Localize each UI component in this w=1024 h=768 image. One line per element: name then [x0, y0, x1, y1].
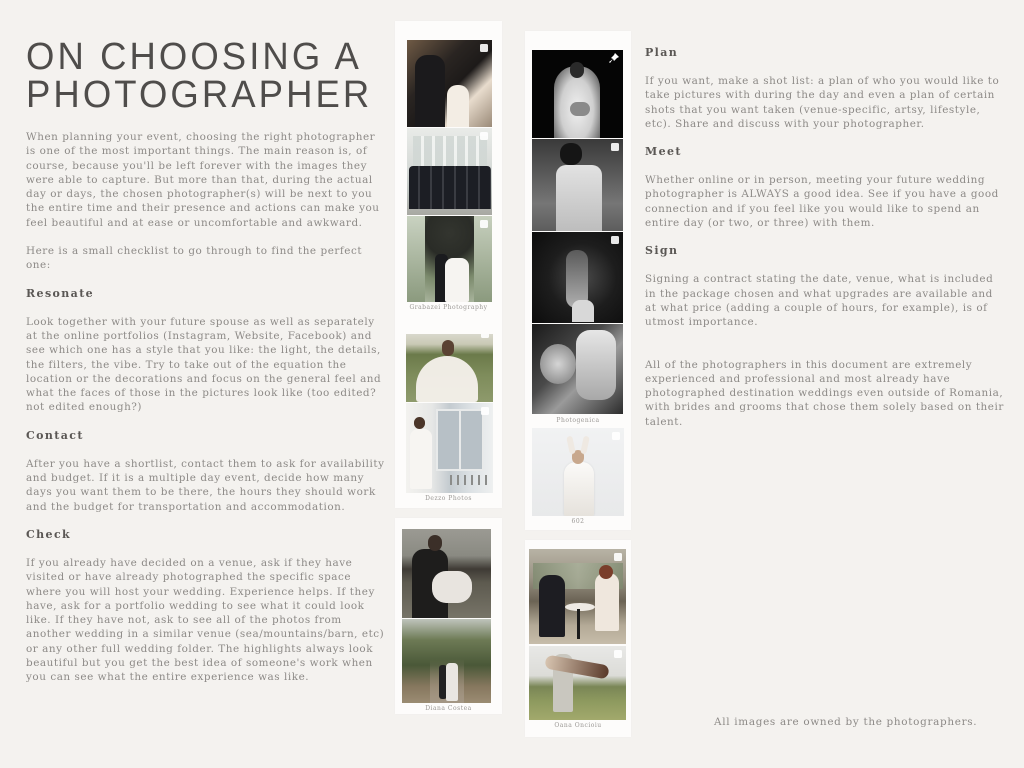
- photo-groomsmen-group[interactable]: [407, 128, 492, 215]
- photo-bride-bw-street[interactable]: [532, 139, 623, 231]
- multi-image-icon: [612, 432, 620, 440]
- multi-image-icon: [481, 334, 489, 338]
- section-heading-meet: Meet: [645, 145, 682, 159]
- photographer-caption-oana-oncioiu: Oana Oncioiu: [554, 722, 602, 729]
- photographer-caption-grabazei: Grabazei Photography: [409, 304, 488, 311]
- left-text-column: [26, 130, 386, 699]
- section-text-plan: If you want, make a shot list: a plan of who you would like to take pictures with during the day and even a plan of certain shots that you want taken (venue-specific, artsy, lifestyle, etc). Share and discuss with your photographer.: [645, 75, 1000, 130]
- multi-image-icon: [614, 650, 622, 658]
- multi-image-icon: [480, 132, 488, 140]
- photo-couple-mountain[interactable]: [402, 529, 491, 618]
- section-heading-plan: Plan: [645, 46, 679, 59]
- multi-image-icon: [480, 44, 488, 52]
- multi-image-icon: [480, 220, 488, 228]
- photographer-caption-602: 602: [571, 518, 585, 525]
- multi-image-icon: [611, 236, 619, 244]
- multi-image-icon: [481, 407, 489, 415]
- photo-couple-forest-path[interactable]: [402, 619, 491, 703]
- photo-card-diana-costea: [395, 518, 502, 714]
- section-heading-sign: Sign: [645, 244, 679, 258]
- section-text-check: If you already have decided on a venue, ask if they have visited or have already photographed the specific space where you will host your wedding. Experience helps. If they have, ask for a portfolio wedding to see what it could look like. If they have not, ask to see all of the photos from another wedding in a similar venue (sea/mountains/barn, etc) or any other full wedding folder. The highlights always look beautiful but you get the best idea of someone's work when you can see what the entire experience was like.: [26, 556, 385, 684]
- multi-image-icon: [611, 143, 619, 151]
- right-text-column: [645, 46, 1005, 443]
- closing-paragraph: All of the photographers in this document are extremely experienced and professional and most already have photographed destination weddings even outside of Romania, with brides and grooms that chose them solely based on their talent.: [645, 358, 1004, 428]
- section-heading-contact: Contact: [26, 428, 84, 442]
- section-text-sign: Signing a contract stating the date, venue, what is included in the package chosen and what upgrades are available and at what price (adding a couple of hours, for example), is of utmost importance.: [645, 273, 994, 329]
- pin-icon: [609, 53, 619, 63]
- photo-groom-lift-bride[interactable]: [529, 646, 626, 720]
- multi-image-icon: [614, 553, 622, 561]
- photo-bride-bw-bouquet[interactable]: [532, 50, 623, 138]
- intro-paragraph: When planning your event, choosing the right photographer is one of the most important things. The main reason is, of course, because you'll be left forever with the images they were able to capture. But more than that, during the actual day or days, the chosen photographer(s) will be next to you the entire time and their presence and actions can make you feel beautiful and at ease or uncomfortable and awkward.: [26, 131, 380, 229]
- section-heading-check: Check: [26, 527, 72, 541]
- photographer-caption-diana-costea: Diana Costea: [425, 705, 472, 712]
- section-heading-resonate: Resonate: [26, 286, 95, 300]
- checklist-intro: Here is a small checklist to go through to find the perfect one:: [26, 245, 363, 272]
- image-credit-note: All images are owned by the photographers.: [714, 716, 978, 728]
- section-text-resonate: Look together with your future spouse as well as separately at the online portfolios (Instagram, Website, Facebook) and see which one has a style that you like: the light, the details, the filters, the vibe. Try to take out of the equation the location or the decorations and focus on the general feel and what the faces of those in the pictures look like (too edited? not edited enough?): [26, 315, 382, 414]
- photo-card-oana-oncioiu: [525, 540, 631, 737]
- section-text-meet: Whether online or in person, meeting your future wedding photographer is ALWAYS a good idea. See if you have a good connection and if you feel like you would like to spend an entire day (or two, or three) with them.: [645, 174, 999, 230]
- photo-bride-bw-dance[interactable]: [532, 232, 623, 323]
- photo-couple-cafe[interactable]: [529, 549, 626, 644]
- photo-bride-window[interactable]: [406, 403, 493, 493]
- section-text-contact: After you have a shortlist, contact them to ask for availability and budget. If it is a multiple day event, decide how many days you want them to be there, the hours they should work and the budget for transportation and accommodation.: [26, 457, 385, 513]
- photo-ceremony-exit[interactable]: [407, 216, 492, 302]
- photo-couple-bw-closeup[interactable]: [532, 324, 623, 414]
- photo-card-photogenica-602: [525, 31, 631, 530]
- page-title: ON CHOOSING A PHOTOGRAPHER: [26, 36, 373, 116]
- photo-bride-arms-raised[interactable]: [532, 428, 624, 516]
- photo-card-grabazei-dezzo: [395, 21, 502, 508]
- photo-bride-field-dress[interactable]: [406, 334, 493, 402]
- photographer-caption-dezzo: Dezzo Photos: [425, 495, 472, 502]
- photo-couple-embrace[interactable]: [407, 40, 492, 127]
- photographer-caption-photogenica: Photogenica: [556, 417, 600, 424]
